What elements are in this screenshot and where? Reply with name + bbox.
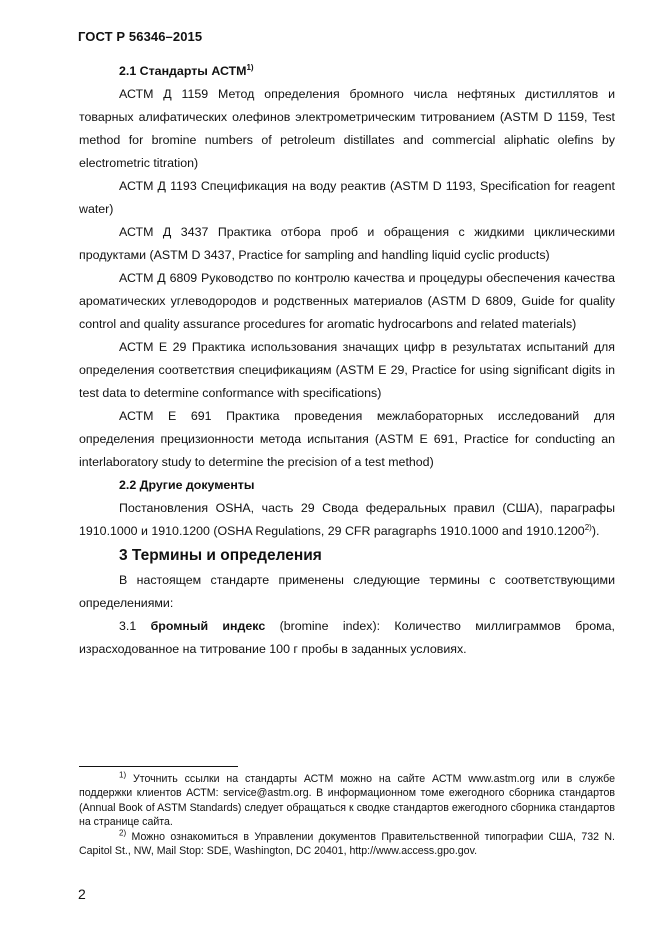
footnote-ref-1: 1)	[246, 62, 254, 72]
other-documents-text	[79, 497, 615, 543]
standard-item: АСТМ Д 1159 Метод определения бромного числа нефтяных дистиллятов и товарных алифатических олефинов электрометрическим титрованием (ASTM D 1159, Test method for bromine numbers of petroleum distillates and commercial aliphatic olefins by electrometric titration)	[79, 87, 615, 170]
footnote-text: Можно ознакомиться в Управлении документов Правительственной типографии США, 732 N. Capitol St., NW, Mail Stop: SDE, Washington, DC 20401, http://www.access.gpo.gov.	[79, 830, 615, 858]
section-2-1-title-text: 2.1 Стандарты АСТМ	[119, 64, 247, 78]
section-3-title: 3 Термины и определения	[119, 547, 322, 564]
footnote-mark: 2)	[119, 828, 127, 838]
other-documents-end: ).	[591, 524, 600, 538]
footnote-1	[79, 772, 615, 830]
term-definition	[79, 615, 615, 661]
document-header: ГОСТ Р 56346–2015	[78, 29, 203, 44]
footnote-2	[79, 830, 615, 859]
section-2-2-title: 2.2 Другие документы	[119, 478, 255, 492]
page-number: 2	[78, 886, 86, 902]
footnote-mark: 1)	[119, 770, 127, 780]
standard-item: АСТМ Е 29 Практика использования значащих цифр в результатах испытаний для определения соответствия спецификациям (ASTM E 29, Practice for using significant digits in test data to determine conformance with specifications)	[79, 340, 615, 400]
footnote-ref-2: 2)	[584, 522, 592, 532]
term-name: бромный индекс	[150, 619, 266, 633]
term-number: 3.1	[119, 619, 137, 633]
section-2-1-title	[79, 60, 615, 83]
term-definition-text: (bromine index): Количество миллиграммов брома, израсходованное на титрование 100 г пробы в заданных условиях.	[79, 619, 615, 656]
page-body	[79, 60, 615, 661]
footnote-text: Уточнить ссылки на стандарты АСТМ можно на сайте АСТМ www.astm.org или в службе поддержки клиентов АСТМ: service@astm.org. В информационном томе ежегодного сборника стандартов (Annual Book of ASTM Standards) следует обращаться к сводке стандартов ежегодного сборника стандартов на странице сайта.	[79, 773, 615, 829]
other-documents-body: Постановления OSHA, часть 29 Свода федеральных правил (США), параграфы 1910.1000 и 1910.1200 (OSHA Regulations, 29 CFR paragraphs 1910.1000 and 1910.1200	[79, 501, 615, 538]
standard-item: АСТМ Д 3437 Практика отбора проб и обращения с жидкими циклическими продуктами (ASTM D 3437, Practice for sampling and handling liquid cyclic products)	[79, 225, 615, 262]
footnote-divider	[79, 766, 238, 767]
standard-item: АСТМ Е 691 Практика проведения межлабораторных исследований для определения прецизионности метода испытания (ASTM E 691, Practice for conducting an interlaboratory study to determine the precision of a test method)	[79, 409, 615, 469]
standard-item: АСТМ Д 1193 Спецификация на воду реактив (ASTM D 1193, Specification for reagent water)	[79, 179, 615, 216]
section-3-intro: В настоящем стандарте применены следующие термины с соответствующими определениями:	[79, 573, 615, 610]
standard-item: АСТМ Д 6809 Руководство по контролю качества и процедуры обеспечения качества ароматических углеводородов и родственных материалов (ASTM D 6809, Guide for quality control and quality assurance procedures for aromatic hydrocarbons and related materials)	[79, 271, 615, 331]
footnotes	[79, 772, 615, 858]
